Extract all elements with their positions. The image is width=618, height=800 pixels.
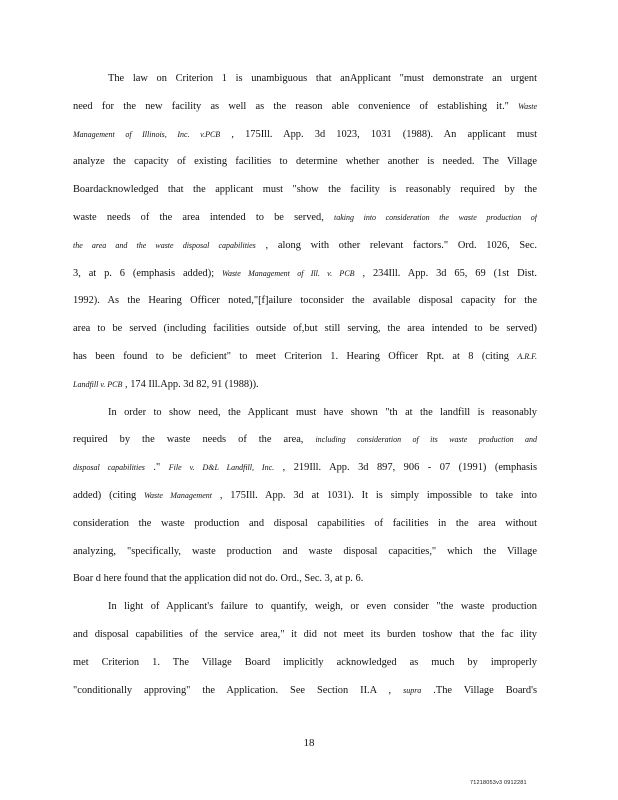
text-segment: "conditionally approving" the Application. See Section II.A ,: [73, 684, 404, 696]
text-segment: required by the waste needs of the area,: [73, 434, 316, 446]
text-line: [73, 128, 537, 142]
text-line: [73, 294, 537, 308]
text-line: [108, 600, 537, 614]
text-segment: waste needs of the area intended to be served,: [73, 212, 335, 223]
italic-citation: Waste: [518, 101, 537, 111]
text-segment: , 219Ill. App. 3d 897, 906 - 07 (1991) (emphasis: [274, 462, 537, 474]
text-line: [73, 183, 537, 197]
text-line: [73, 155, 537, 169]
italic-citation: Landfill v. PCB: [73, 379, 123, 389]
text-segment: 1992). As the Hearing Officer noted,"[f]ailure toconsider the available disposal capacity for the: [73, 295, 537, 307]
text-line: [73, 100, 537, 114]
italic-citation: A.R.F.: [517, 352, 537, 361]
text-segment: , 175Ill. App. 3d 1023, 1031 (1988). An applicant must: [220, 128, 537, 140]
text-line: [73, 628, 537, 642]
text-segment: In order to show need, the Applicant must have shown "th at the landfill is reasonably: [108, 406, 537, 418]
page-number: 18: [303, 737, 315, 749]
italic-citation: File v. D&L Landfill, Inc.: [168, 463, 275, 473]
text-segment: Boar d here found that the application did not do. Ord., Sec. 3, at p. 6.: [73, 573, 364, 585]
text-line: [73, 433, 537, 447]
text-segment: added) (citing: [73, 490, 145, 501]
text-segment: Boardacknowledged that the applicant must "show the facility is reasonably required by the: [73, 184, 537, 196]
text-line: [73, 517, 537, 531]
text-segment: met Criterion 1. The Village Board implicitly acknowledged as much by improperly: [73, 656, 537, 668]
text-segment: analyze the capacity of existing facilities to determine whether another is needed. The Village: [73, 156, 537, 168]
text-line: [73, 489, 537, 503]
text-segment: , along with other relevant factors." Ord. 1026, Sec.: [255, 239, 537, 251]
text-line: [108, 72, 537, 86]
italic-citation: disposal capabilities: [73, 463, 145, 473]
text-line: [108, 406, 537, 420]
text-segment: consideration the waste production and disposal capabilities of facilities in the area without: [73, 517, 537, 529]
text-segment: and disposal capabilities of the service area," it did not meet its burden toshow that the fac ility: [73, 629, 537, 640]
text-line: [73, 545, 537, 559]
text-segment: The law on Criterion 1 is unambiguous that anApplicant "must demonstrate an urgent: [108, 73, 537, 84]
italic-citation: supra: [403, 685, 422, 695]
text-line: [73, 239, 537, 253]
text-line: [73, 684, 537, 698]
document-id-footer: 71218053v3 0912281: [470, 780, 527, 786]
italic-citation: taking into consideration the waste production of: [334, 213, 537, 222]
text-line: [73, 461, 537, 475]
text-segment: , 174 Ill.App. 3d 82, 91 (1988)).: [122, 378, 259, 390]
text-line: [73, 211, 537, 225]
text-line: [73, 378, 537, 392]
text-segment: In light of Applicant's failure to quantify, weigh, or even consider "the waste production: [108, 601, 537, 613]
text-segment: , 234Ill. App. 3d 65, 69 (1st Dist.: [354, 267, 537, 279]
text-segment: .": [144, 462, 169, 474]
italic-citation: Management of Illinois, Inc. v.PCB: [73, 129, 221, 139]
text-segment: need for the new facility as well as the reason able convenience of establishing it.": [73, 100, 519, 112]
italic-citation: the area and the waste disposal capabilities: [73, 240, 256, 250]
text-segment: area to be served (including facilities outside of,but still serving, the area intended to be served): [73, 323, 537, 335]
text-segment: 3, at p. 6 (emphasis added);: [73, 267, 223, 279]
italic-citation: Waste Management of Ill. v. PCB: [222, 268, 355, 278]
text-segment: , 175Ill. App. 3d at 1031). It is simply impossible to take into: [211, 490, 537, 501]
text-line: [73, 322, 537, 336]
text-segment: analyzing, "specifically, waste production and waste disposal capacities," which the Village: [73, 545, 537, 557]
italic-citation: including consideration of its waste production and: [315, 435, 537, 445]
italic-citation: Waste Management: [144, 491, 212, 500]
text-line: [73, 656, 537, 670]
text-segment: has been found to be deficient" to meet Criterion 1. Hearing Officer Rpt. at 8 (citing: [73, 351, 518, 362]
text-line: [73, 267, 537, 281]
text-segment: .The Village Board's: [421, 684, 537, 696]
text-line: [73, 572, 537, 586]
text-line: [73, 350, 537, 364]
